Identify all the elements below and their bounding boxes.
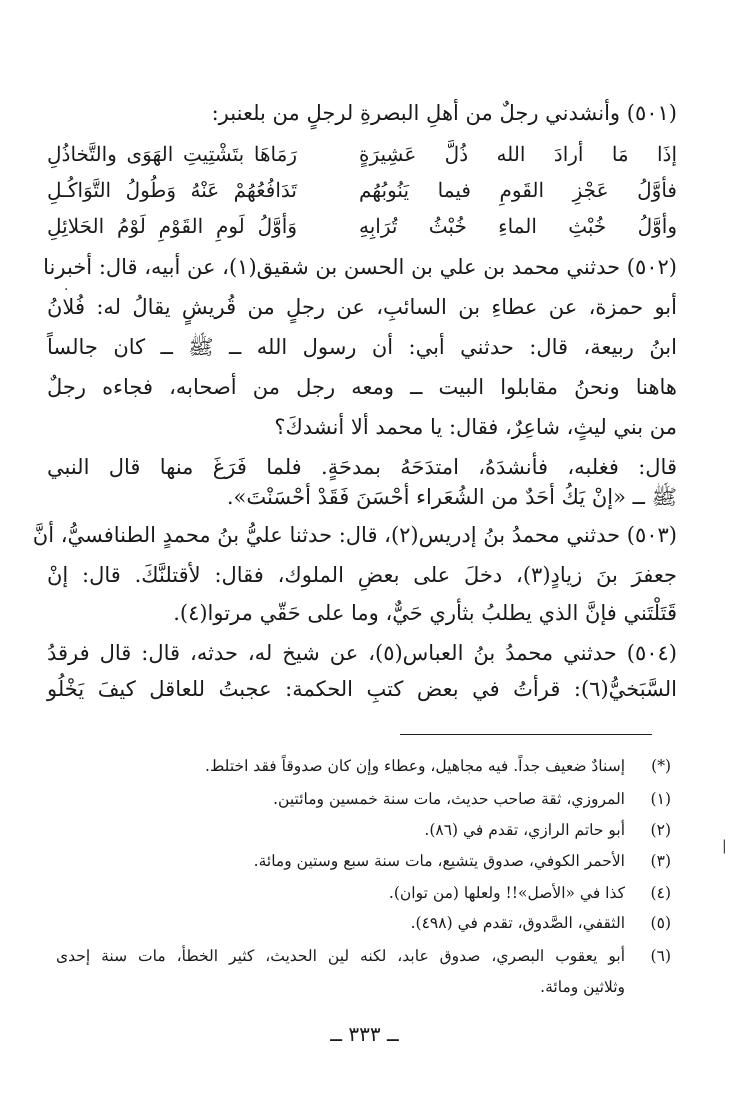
text-line: جعفرَ بنَ زيادٍ(٣)، دخلَ على بعضِ الملوك، فقال: لأقتلنَّكَ. قال: إنْ <box>47 563 678 587</box>
footnote-separator <box>400 734 652 735</box>
verse-row-1 <box>47 137 677 171</box>
verse-1-first-hemistich: إذَا مَا أرادَ الله ذُلَّ عَشِيرَةٍ <box>359 142 677 166</box>
text-line-503-start: (٥٠٣) حدثني محمدُ بنُ إدريس(٢)، قال: حدثنا عليُّ بنُ محمدٍ الطنافسيُّ، أنَّ <box>32 523 677 547</box>
footnote-text: أبو يعقوب البصري، صدوق عابد، لكنه لين الحديث، كثير الخطأ، مات سنة إحدى <box>56 947 625 965</box>
footnote-text: الثقفي، الصَّدوق، تقدم في (٤٩٨). <box>410 914 625 932</box>
text-line: السَّبَخيُّ(٦): قرأتُ في بعض كتبِ الحكمة: عجبتُ للعاقل كيفَ يَخْلُو <box>47 677 677 701</box>
verse-1-second-hemistich: رَمَاهَا بتَشْتِيتِ الهَوَى والتَّخاذُلِ <box>47 142 297 166</box>
stray-mark: | <box>722 838 727 854</box>
text-line-502-start: (٥٠٢) حدثني محمد بن علي بن الحسن بن شقيق(١)، عن أبيه، قال: أخبرنا <box>43 255 677 279</box>
footnote-number: (٢) <box>650 821 671 839</box>
text-line: هاهنا ونحنُ مقابلوا البيت ــ ومعه رجل من أصحابه، فجاءه رجلٌ <box>47 375 677 399</box>
text-line: قَتَلْتَني فإنَّ الذي يطلبُ بثأري حَيٌّ، وما على حَقّي مرتوا(٤). <box>173 601 677 625</box>
verse-2-second-hemistich: تَدَافُعُهُمْ عَنْهُ وَطُولُ التَّوَاكُـلِ <box>47 178 297 202</box>
text-line: أبو حمزة، عن عطاءِ بن السائبِ، عن رجلٍ من قُريشٍ يقالُ له: فُلانُ <box>47 295 677 319</box>
page-number: ــ ٣٣٣ ــ <box>330 1022 399 1046</box>
footnote-text: المروزي، ثقة صاحب حديث، مات سنة خمسين ومائتين. <box>273 790 625 808</box>
footnote-number: (*) <box>651 757 671 775</box>
footnote-number: (٦) <box>650 947 671 965</box>
footnote-text: كذا في «الأصل»!! ولعلها (من توان). <box>388 884 625 902</box>
footnote-number: (٥) <box>650 914 671 932</box>
verse-2-first-hemistich: فأوَّلُ عَجْزِ القَومِ فيما يَنُوبُهُم <box>359 178 677 202</box>
text-line: من بني ليثٍ، شاعِرٌ، فقال: يا محمد ألا أنشدكَ؟ <box>274 415 677 439</box>
footnote-number: (١) <box>650 790 671 808</box>
text-line-501-intro: (٥٠١) وأنشدني رجلٌ من أهلِ البصرةِ لرجلٍ من بلعنبر: <box>211 101 677 125</box>
footnote-6-continuation: وثلاثين ومائة. <box>540 978 625 996</box>
verse-3-first-hemistich: وأوَّلُ خُبْثِ الماءِ خُبْثُ تُرَابِهِ <box>359 214 677 238</box>
text-line: ابنُ ربيعة، قال: حدثني أبي: أن رسول الله ــ ﷺ ــ كان جالساً <box>47 335 677 359</box>
text-line: قال: فغلبه، فأنشدَهُ، امتدَحَهُ بمدحَةٍ. فلما فَرَغَ منها قال النبي <box>47 455 677 479</box>
footnote-text: الأحمر الكوفي، صدوق يتشيع، مات سنة سبع وستين ومائة. <box>253 852 625 870</box>
text-line: ﷺ ــ «إنْ يَكُ أحَدٌ من الشُعَراء أحْسَنَ فَقَدْ أحْسَنْتَ». <box>226 485 677 509</box>
footnote-text: أبو حاتم الرازي، تقدم في (٨٦). <box>424 821 625 839</box>
stray-mark: · <box>64 282 69 298</box>
verse-3-second-hemistich: وَأوَّلُ لَومِ القَوْمِ لَوْمُ الحَلائِلِ <box>47 214 297 238</box>
footnote-number: (٤) <box>650 884 671 902</box>
text-line-504-start: (٥٠٤) حدثني محمدُ بنُ العباس(٥)، عن شيخ له، حدثه، قال: قال فرقدُ <box>47 641 677 665</box>
footnote-text: إسنادٌ ضعيف جداً. فيه مجاهيل، وعطاء وإن كان صدوقاً فقد اختلط. <box>205 757 625 775</box>
footnote-number: (٣) <box>650 852 671 870</box>
verse-row-2 <box>47 173 677 207</box>
verse-row-3 <box>47 209 677 243</box>
